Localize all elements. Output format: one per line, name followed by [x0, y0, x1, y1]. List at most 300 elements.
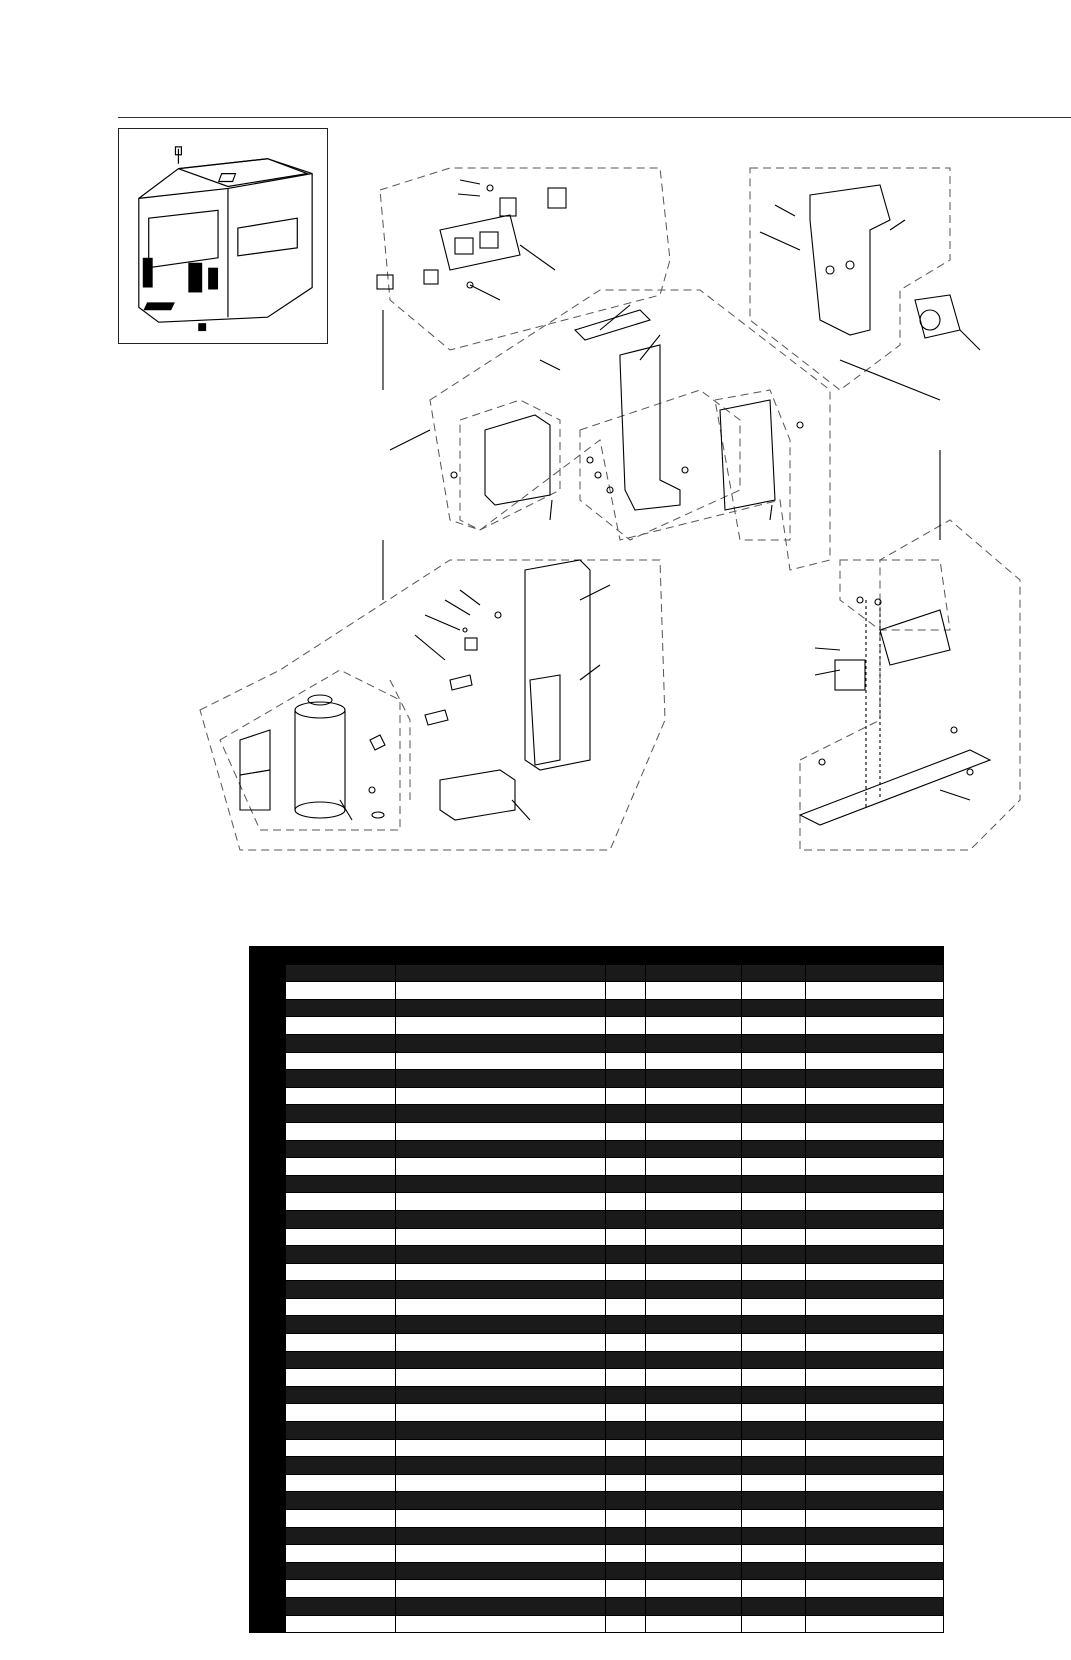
parts-table-cell: [286, 1492, 396, 1510]
parts-table-cell: [646, 1404, 742, 1422]
parts-table-cell: [396, 1492, 606, 1510]
parts-table-cell: [250, 1545, 286, 1563]
parts-table-cell: [396, 1052, 606, 1070]
parts-table-cell: [286, 1052, 396, 1070]
parts-table-row: [250, 1439, 944, 1457]
group-switch-panel-boundary: [380, 168, 670, 350]
parts-table-row: [250, 1492, 944, 1510]
parts-table-cell: [806, 999, 944, 1017]
parts-table-cell: [396, 964, 606, 982]
parts-table-cell: [806, 1246, 944, 1264]
parts-table-cell: [250, 1422, 286, 1440]
parts-table-cell: [250, 1527, 286, 1545]
parts-table-cell: [250, 1052, 286, 1070]
parts-table-cell: [606, 999, 646, 1017]
parts-table-cell: [742, 1228, 806, 1246]
parts-table-cell: [250, 982, 286, 1000]
parts-table-cell: [606, 1510, 646, 1528]
parts-table-cell: [742, 1034, 806, 1052]
parts-table-cell: [250, 1281, 286, 1299]
parts-table-cell: [396, 1439, 606, 1457]
parts-table-cell: [806, 1105, 944, 1123]
parts-table-cell: [396, 1386, 606, 1404]
parts-table-cell: [646, 1281, 742, 1299]
parts-table-cell: [646, 1070, 742, 1088]
parts-table-cell: [606, 1457, 646, 1475]
parts-table-cell: [286, 1122, 396, 1140]
parts-table-cell: [806, 1351, 944, 1369]
parts-table-cell: [396, 1298, 606, 1316]
parts-table-cell: [646, 1246, 742, 1264]
parts-table-cell: [646, 1228, 742, 1246]
parts-table-cell: [646, 1105, 742, 1123]
parts-table-cell: [286, 1386, 396, 1404]
parts-table-cell: [646, 1527, 742, 1545]
parts-table-cell: [396, 1246, 606, 1264]
parts-table-cell: [742, 1422, 806, 1440]
parts-table-cell: [806, 1140, 944, 1158]
parts-table-cell: [396, 1140, 606, 1158]
parts-table-cell: [250, 1175, 286, 1193]
parts-table-cell: [742, 1175, 806, 1193]
parts-table-cell: [286, 982, 396, 1000]
parts-table-cell: [606, 1351, 646, 1369]
parts-table-cell: [806, 1281, 944, 1299]
parts-table-row: [250, 1615, 944, 1633]
parts-table-row: [250, 1527, 944, 1545]
parts-table-cell: [806, 1175, 944, 1193]
parts-table-cell: [606, 1263, 646, 1281]
parts-table-cell: [742, 1105, 806, 1123]
group-base-plate-boundary: [800, 520, 1020, 850]
parts-table-cell: [646, 1422, 742, 1440]
parts-table-cell: [396, 1210, 606, 1228]
parts-table-cell: [742, 1210, 806, 1228]
parts-table-cell: [396, 1158, 606, 1176]
parts-table-row: [250, 1351, 944, 1369]
parts-table-cell: [250, 1615, 286, 1633]
parts-table-cell: [250, 1158, 286, 1176]
parts-table-cell: [286, 1369, 396, 1387]
parts-table-cell: [606, 1034, 646, 1052]
parts-table-cell: [742, 1615, 806, 1633]
parts-table-cell: [250, 1105, 286, 1123]
parts-table-cell: [742, 1017, 806, 1035]
parts-table-row: [250, 1316, 944, 1334]
parts-table-cell: [250, 1404, 286, 1422]
parts-table-row: [250, 1369, 944, 1387]
header-rule: [118, 117, 1071, 118]
parts-table-cell: [606, 947, 646, 965]
parts-table-row: [250, 1122, 944, 1140]
parts-table-row: [250, 1545, 944, 1563]
parts-table-cell: [646, 1316, 742, 1334]
parts-table-cell: [606, 1052, 646, 1070]
parts-table-cell: [606, 964, 646, 982]
parts-table-cell: [646, 1193, 742, 1211]
parts-table-cell: [646, 1386, 742, 1404]
parts-table-cell: [250, 1562, 286, 1580]
group-bracket-boundary: [750, 168, 950, 390]
parts-table-cell: [646, 1263, 742, 1281]
parts-table-cell: [806, 1597, 944, 1615]
parts-table-cell: [806, 1527, 944, 1545]
parts-table-cell: [606, 1439, 646, 1457]
parts-table-row: [250, 982, 944, 1000]
parts-table-cell: [742, 964, 806, 982]
parts-table-cell: [606, 1597, 646, 1615]
parts-table-cell: [806, 1492, 944, 1510]
parts-table-cell: [396, 999, 606, 1017]
parts-table-row: [250, 1193, 944, 1211]
parts-table-row: [250, 1052, 944, 1070]
parts-table-row: [250, 1228, 944, 1246]
parts-table-row: [250, 1298, 944, 1316]
parts-table-cell: [606, 1070, 646, 1088]
parts-table-cell: [250, 1087, 286, 1105]
parts-table-cell: [286, 1316, 396, 1334]
parts-table-cell: [250, 1263, 286, 1281]
parts-table-cell: [396, 1457, 606, 1475]
parts-table-cell: [646, 1210, 742, 1228]
parts-table-cell: [742, 1439, 806, 1457]
parts-table-cell: [742, 1158, 806, 1176]
parts-table-cell: [286, 1510, 396, 1528]
parts-table-cell: [396, 1510, 606, 1528]
parts-table-cell: [646, 947, 742, 965]
parts-table-cell: [646, 1298, 742, 1316]
parts-table-cell: [286, 1404, 396, 1422]
parts-table-cell: [806, 1562, 944, 1580]
parts-table-cell: [806, 1070, 944, 1088]
parts-table-cell: [250, 1246, 286, 1264]
parts-table-cell: [742, 1527, 806, 1545]
parts-table-cell: [806, 1474, 944, 1492]
parts-table-cell: [742, 1386, 806, 1404]
parts-table-cell: [396, 1122, 606, 1140]
parts-table-row: [250, 1404, 944, 1422]
parts-table-cell: [606, 1175, 646, 1193]
parts-table-cell: [806, 1316, 944, 1334]
parts-table-header-row: [250, 947, 944, 965]
parts-table-cell: [606, 1369, 646, 1387]
parts-table-cell: [806, 1580, 944, 1598]
parts-table-cell: [646, 999, 742, 1017]
parts-table-cell: [806, 982, 944, 1000]
parts-table-cell: [742, 1492, 806, 1510]
parts-table-cell: [606, 1316, 646, 1334]
parts-table-row: [250, 1034, 944, 1052]
parts-table-cell: [286, 1439, 396, 1457]
parts-table-cell: [250, 947, 286, 965]
parts-table-cell: [250, 1457, 286, 1475]
parts-table-row: [250, 1562, 944, 1580]
parts-table-cell: [396, 1369, 606, 1387]
parts-table-cell: [606, 1492, 646, 1510]
parts-table-cell: [742, 1298, 806, 1316]
parts-table-cell: [606, 1562, 646, 1580]
parts-table-cell: [250, 1210, 286, 1228]
parts-table-cell: [286, 1597, 396, 1615]
parts-table-cell: [286, 1087, 396, 1105]
parts-table-cell: [806, 947, 944, 965]
parts-table-cell: [646, 1562, 742, 1580]
parts-table-cell: [742, 1070, 806, 1088]
parts-table-cell: [606, 1087, 646, 1105]
parts-table-cell: [742, 1122, 806, 1140]
parts-table-cell: [742, 1193, 806, 1211]
parts-table-cell: [742, 1369, 806, 1387]
parts-table-cell: [606, 1140, 646, 1158]
parts-table-cell: [806, 964, 944, 982]
parts-table-cell: [606, 1298, 646, 1316]
parts-table-cell: [646, 982, 742, 1000]
parts-table-cell: [606, 1474, 646, 1492]
parts-table-cell: [396, 1017, 606, 1035]
parts-table-row: [250, 1281, 944, 1299]
parts-table-cell: [606, 1334, 646, 1352]
parts-table-row: [250, 1597, 944, 1615]
parts-table-row: [250, 1140, 944, 1158]
group-electrical-box-boundary: [430, 290, 830, 570]
parts-table-cell: [806, 1334, 944, 1352]
parts-table-cell: [250, 1439, 286, 1457]
parts-table-cell: [806, 1017, 944, 1035]
parts-table-cell: [646, 1492, 742, 1510]
parts-table-cell: [250, 1228, 286, 1246]
parts-table-cell: [250, 999, 286, 1017]
parts-table-cell: [286, 964, 396, 982]
parts-table-cell: [286, 999, 396, 1017]
parts-table-cell: [606, 1158, 646, 1176]
parts-table-row: [250, 1246, 944, 1264]
parts-table-row: [250, 964, 944, 982]
parts-table-row: [250, 1386, 944, 1404]
parts-table-cell: [396, 1105, 606, 1123]
parts-table-cell: [646, 1597, 742, 1615]
parts-table-cell: [396, 1316, 606, 1334]
parts-table-cell: [742, 1052, 806, 1070]
parts-table-cell: [646, 1158, 742, 1176]
parts-table-cell: [742, 1457, 806, 1475]
parts-table-cell: [396, 1087, 606, 1105]
parts-table-cell: [396, 1263, 606, 1281]
parts-table-cell: [646, 1034, 742, 1052]
parts-table-cell: [742, 1316, 806, 1334]
parts-table-cell: [286, 1580, 396, 1598]
parts-table-cell: [606, 1105, 646, 1123]
parts-table-cell: [286, 1457, 396, 1475]
parts-table-cell: [286, 1175, 396, 1193]
parts-table-cell: [250, 1034, 286, 1052]
parts-table-cell: [286, 1228, 396, 1246]
parts-table-cell: [742, 1545, 806, 1563]
parts-table-cell: [606, 1210, 646, 1228]
parts-table-cell: [806, 1545, 944, 1563]
parts-table-cell: [286, 1070, 396, 1088]
parts-table-cell: [742, 1404, 806, 1422]
parts-table-cell: [250, 1316, 286, 1334]
parts-table-cell: [396, 1281, 606, 1299]
parts-table-cell: [396, 1034, 606, 1052]
parts-table-cell: [646, 1140, 742, 1158]
parts-table-cell: [396, 1545, 606, 1563]
parts-table-cell: [396, 1597, 606, 1615]
parts-table-cell: [396, 1070, 606, 1088]
parts-table-cell: [806, 1087, 944, 1105]
parts-table-cell: [646, 1017, 742, 1035]
parts-table-cell: [286, 1263, 396, 1281]
parts-table-cell: [250, 1597, 286, 1615]
parts-table-cell: [742, 1263, 806, 1281]
parts-table-cell: [286, 1615, 396, 1633]
parts-table-cell: [286, 1422, 396, 1440]
parts-table-cell: [606, 1193, 646, 1211]
parts-table-cell: [396, 982, 606, 1000]
parts-table-cell: [806, 1369, 944, 1387]
parts-table-cell: [606, 1404, 646, 1422]
parts-table-cell: [646, 1369, 742, 1387]
parts-table-cell: [286, 1562, 396, 1580]
parts-table-cell: [646, 1457, 742, 1475]
parts-table-cell: [742, 947, 806, 965]
parts-table-cell: [742, 999, 806, 1017]
parts-table-row: [250, 1580, 944, 1598]
parts-table-cell: [396, 1228, 606, 1246]
parts-table-cell: [606, 982, 646, 1000]
parts-table-cell: [742, 982, 806, 1000]
parts-table-cell: [286, 947, 396, 965]
parts-table-cell: [250, 1386, 286, 1404]
parts-table-cell: [250, 1369, 286, 1387]
parts-table-cell: [646, 1122, 742, 1140]
parts-table-row: [250, 1474, 944, 1492]
parts-table-cell: [606, 1386, 646, 1404]
parts-table-cell: [806, 1052, 944, 1070]
parts-table-cell: [286, 1545, 396, 1563]
parts-table-cell: [806, 1404, 944, 1422]
parts-table-cell: [396, 1474, 606, 1492]
parts-table-cell: [396, 1527, 606, 1545]
parts-list-table: [249, 946, 944, 1633]
parts-table-cell: [286, 1281, 396, 1299]
parts-table-cell: [806, 1457, 944, 1475]
parts-table-cell: [646, 1351, 742, 1369]
parts-table-cell: [646, 1580, 742, 1598]
parts-table-cell: [250, 964, 286, 982]
parts-table-cell: [396, 1422, 606, 1440]
parts-table-row: [250, 1457, 944, 1475]
parts-table-cell: [606, 1615, 646, 1633]
parts-table-cell: [250, 1334, 286, 1352]
parts-table-row: [250, 1263, 944, 1281]
parts-table-cell: [806, 1263, 944, 1281]
parts-table-cell: [396, 1351, 606, 1369]
parts-table-row: [250, 1017, 944, 1035]
parts-table-cell: [286, 1140, 396, 1158]
parts-table-cell: [806, 1615, 944, 1633]
parts-table-cell: [250, 1351, 286, 1369]
parts-table-cell: [806, 1298, 944, 1316]
parts-table-cell: [286, 1158, 396, 1176]
parts-table-cell: [806, 1193, 944, 1211]
parts-table-cell: [606, 1122, 646, 1140]
parts-table-cell: [250, 1580, 286, 1598]
parts-table-cell: [806, 1034, 944, 1052]
parts-table-cell: [396, 1193, 606, 1211]
parts-table-cell: [806, 1439, 944, 1457]
parts-table-cell: [606, 1017, 646, 1035]
parts-table-row: [250, 1087, 944, 1105]
parts-table-cell: [286, 1034, 396, 1052]
parts-table-cell: [606, 1422, 646, 1440]
parts-table-cell: [742, 1246, 806, 1264]
parts-table-row: [250, 1510, 944, 1528]
parts-table-row: [250, 1334, 944, 1352]
parts-table-cell: [646, 1474, 742, 1492]
parts-table-cell: [646, 1175, 742, 1193]
parts-table-cell: [646, 1087, 742, 1105]
parts-table-cell: [806, 1228, 944, 1246]
parts-table-cell: [286, 1474, 396, 1492]
exploded-parts-diagram: [180, 160, 1071, 900]
parts-table-cell: [286, 1334, 396, 1352]
parts-table-cell: [396, 1562, 606, 1580]
parts-table-cell: [646, 1545, 742, 1563]
parts-table-row: [250, 1158, 944, 1176]
parts-table-cell: [606, 1281, 646, 1299]
parts-table-cell: [646, 964, 742, 982]
parts-table-cell: [286, 1210, 396, 1228]
parts-table-cell: [250, 1510, 286, 1528]
parts-table-cell: [806, 1510, 944, 1528]
parts-table-cell: [396, 1615, 606, 1633]
parts-table-cell: [742, 1580, 806, 1598]
parts-table-row: [250, 1070, 944, 1088]
parts-table-cell: [250, 1070, 286, 1088]
parts-table-cell: [286, 1298, 396, 1316]
parts-table-cell: [742, 1562, 806, 1580]
parts-table-cell: [606, 1246, 646, 1264]
parts-table-row: [250, 1105, 944, 1123]
parts-table-cell: [742, 1474, 806, 1492]
parts-table-cell: [396, 1404, 606, 1422]
parts-table-cell: [806, 1422, 944, 1440]
parts-table-cell: [606, 1527, 646, 1545]
parts-table-cell: [250, 1122, 286, 1140]
parts-table-cell: [742, 1140, 806, 1158]
parts-table-cell: [646, 1052, 742, 1070]
parts-table-cell: [806, 1210, 944, 1228]
parts-table-cell: [742, 1510, 806, 1528]
parts-table-cell: [806, 1122, 944, 1140]
parts-table-cell: [742, 1281, 806, 1299]
parts-table-cell: [606, 1580, 646, 1598]
parts-list-body: [250, 947, 944, 1633]
parts-table-cell: [396, 947, 606, 965]
parts-table-cell: [396, 1175, 606, 1193]
parts-table-cell: [742, 1334, 806, 1352]
parts-table-cell: [806, 1386, 944, 1404]
parts-table-cell: [286, 1527, 396, 1545]
parts-table-cell: [606, 1545, 646, 1563]
parts-table-cell: [646, 1439, 742, 1457]
parts-table-cell: [646, 1334, 742, 1352]
parts-table-cell: [286, 1246, 396, 1264]
parts-table-cell: [250, 1140, 286, 1158]
parts-table-row: [250, 1210, 944, 1228]
parts-table-cell: [286, 1351, 396, 1369]
